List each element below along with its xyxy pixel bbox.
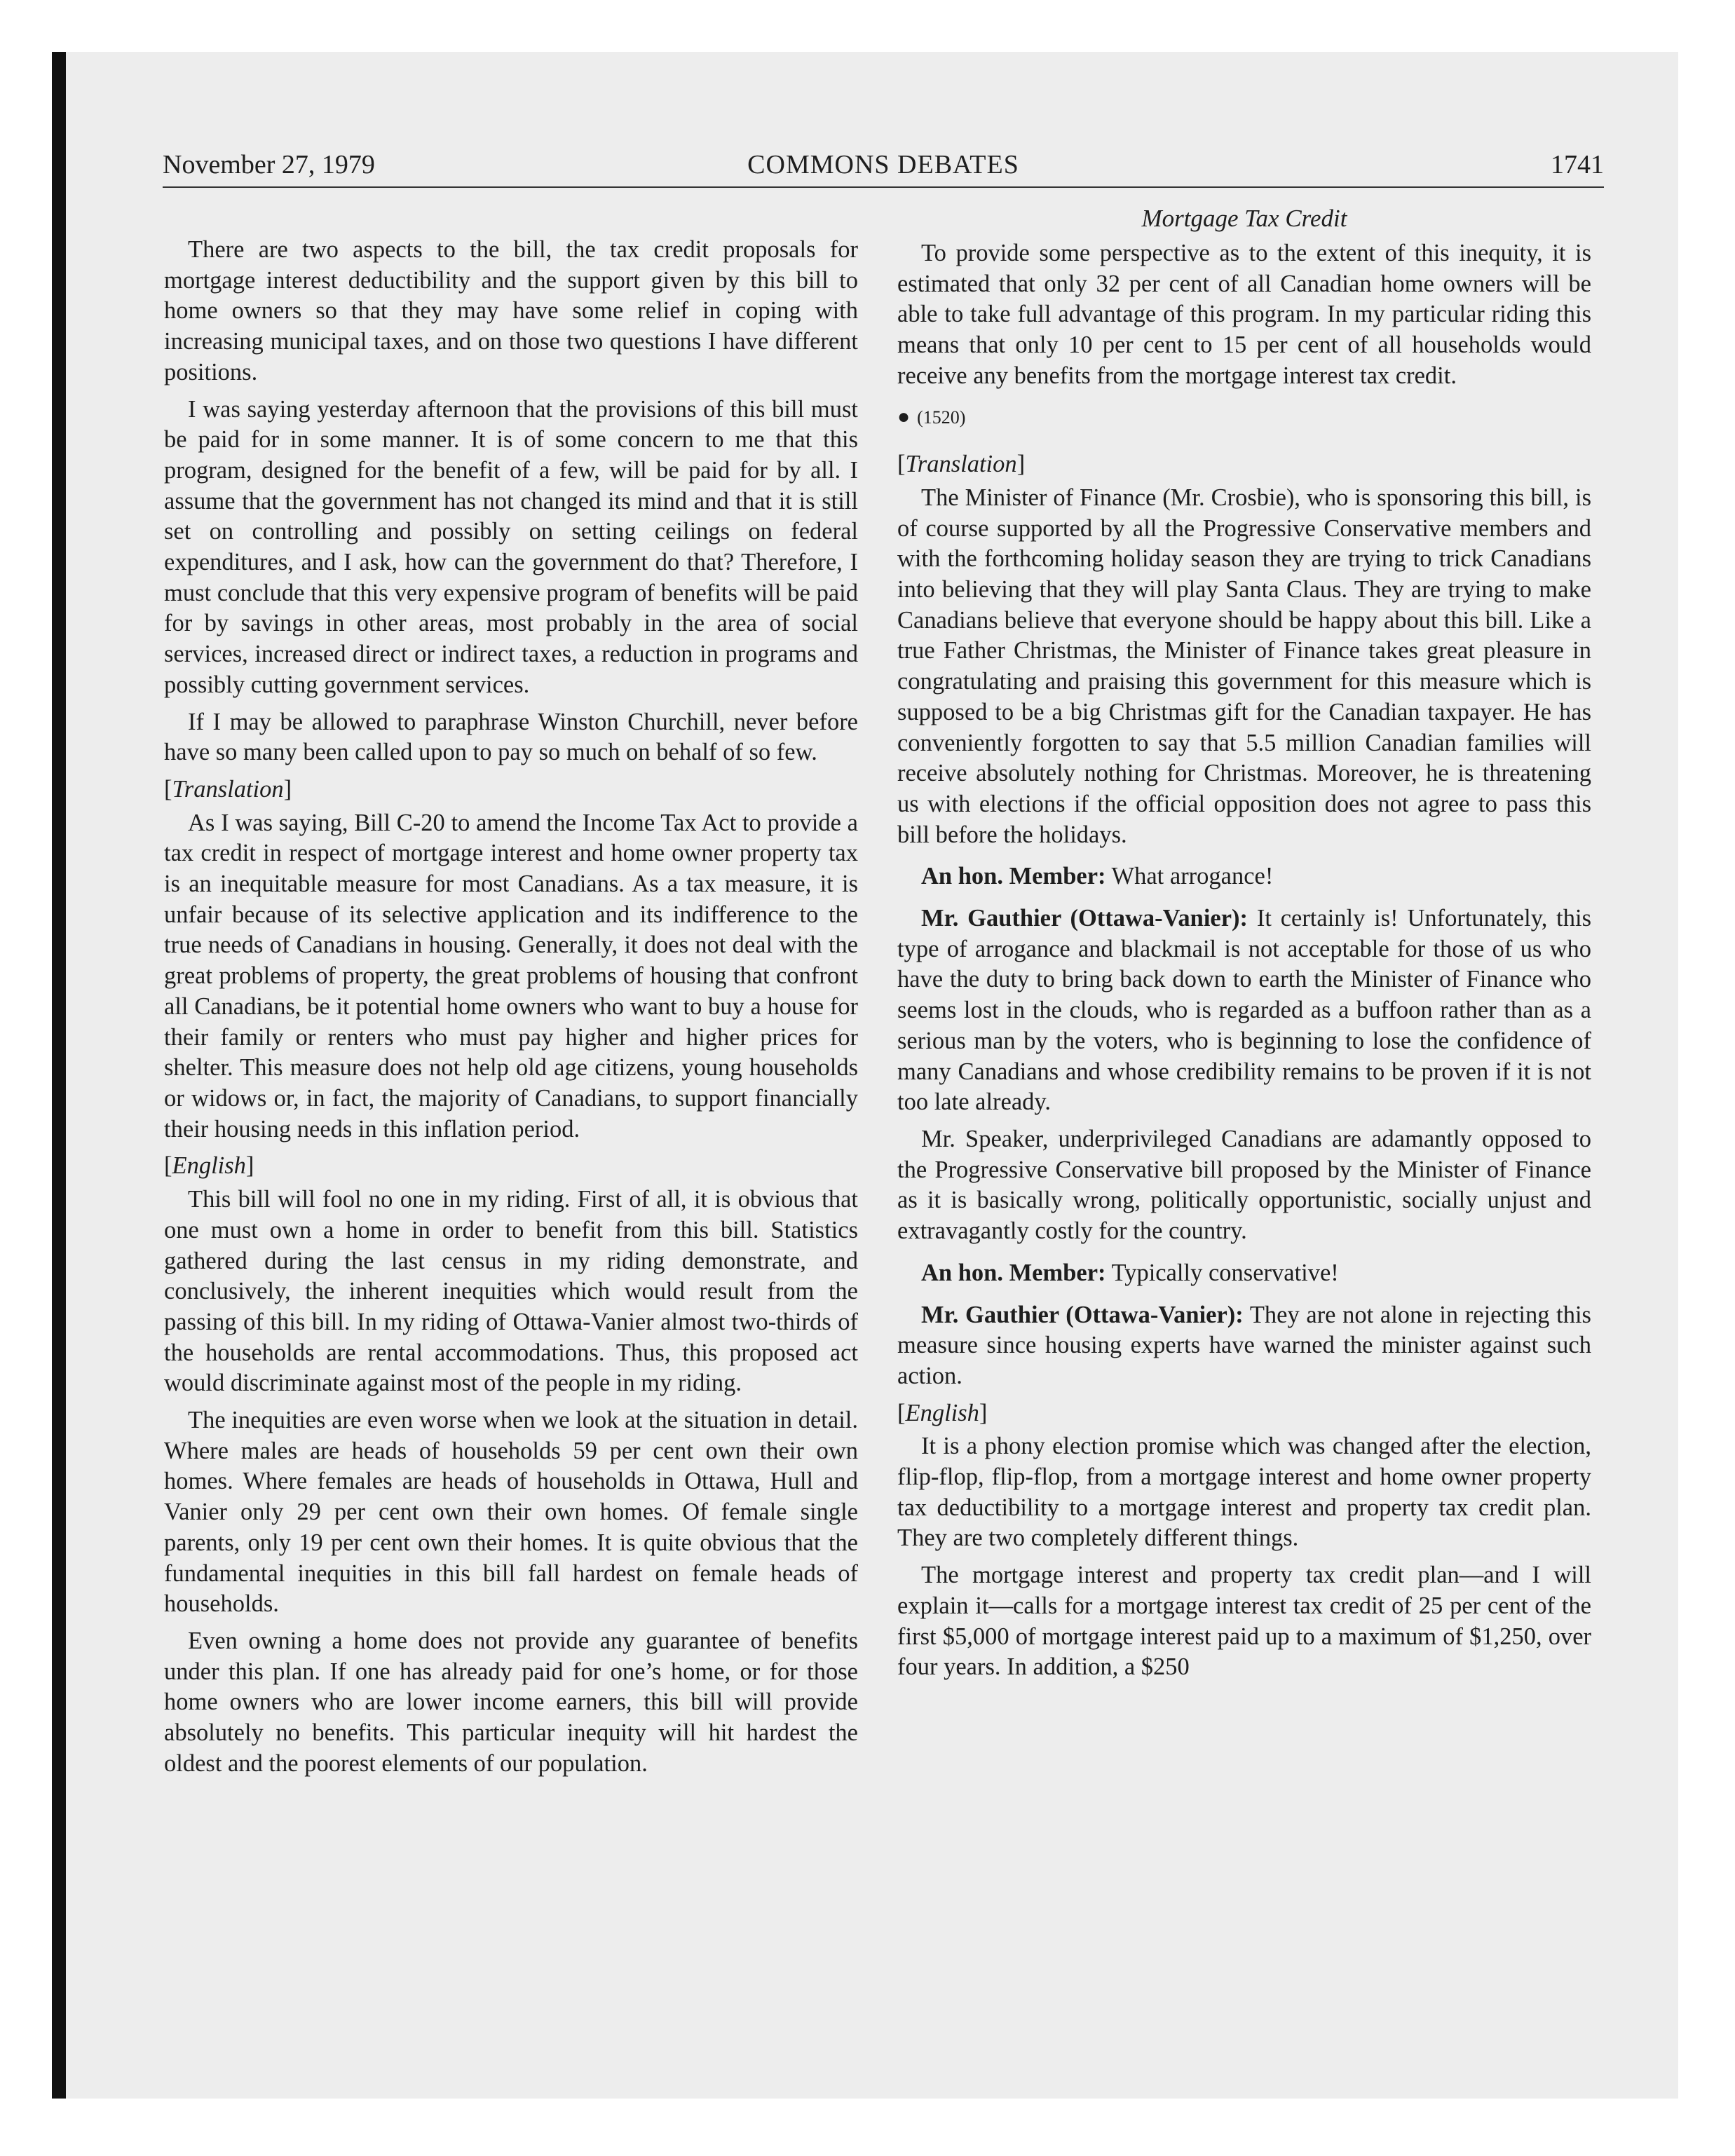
paragraph: I was saying yesterday afternoon that the provisions of this bill must be paid for in some manner. It is of some concern to me that this program, designed for the benefit of a few, will be paid for by all. I assume that the government has not changed its mind and that it is still set on controlling and possibly on setting ceilings on federal expenditures, and I ask, how can the government do that? Therefore, I must conclude that this very expensive program of benefits will be paid for by savings in other areas, most probably in the area of social services, increased direct or indirect taxes, a reduction in programs and possibly cutting government services. [164, 395, 858, 698]
speaker-name: Mr. Gauthier (Ottawa-Vanier): [921, 1301, 1244, 1328]
paragraph: If I may be allowed to paraphrase Winston Churchill, never before have so many been called upon to pay so much on behalf of so few. [164, 708, 858, 766]
header-publication: COMMONS DEBATES [747, 150, 1019, 179]
speech-text: Typically conservative! [1111, 1259, 1339, 1286]
time-marker-text: (1520) [917, 407, 966, 428]
language-marker: [Translation] [164, 775, 292, 803]
header-date: November 27, 1979 [163, 150, 375, 179]
paragraph: The mortgage interest and property tax credit plan—and I will explain it—calls for a mortgage interest tax credit of 25 per cent of the first $5,000 of mortgage interest paid up to a maximum of $1,250, over four years. In addition, a $250 [897, 1562, 1591, 1681]
paragraph: The Minister of Finance (Mr. Crosbie), who is sponsoring this bill, is of course supported by all the Progressive Conservative members and with the forthcoming holiday season they are trying to trick Canadians into believing that they will play Santa Claus. They are trying to make Canadians believe that everyone should be happy about this bill. Like a true Father Christmas, the Minister of Finance takes great pleasure in congratulating and praising this government for this measure which is supposed to be a big Christmas gift for the Canadian taxpayer. He has conveniently forgotten to say that 5.5 million Canadian families will receive absolutely nothing for Christmas. Moreover, he is threatening us with elections if the official opposition does not agree to pass this bill before the holidays. [897, 484, 1591, 848]
paragraph: Even owning a home does not provide any guarantee of benefits under this plan. If one has already paid for one’s home, or for those home owners who are lower income earners, this bill will provide absolutely no benefits. This particular inequity will hit hardest the oldest and the poorest elements of our population. [164, 1627, 858, 1777]
time-marker [897, 402, 1591, 433]
speech-text: It certainly is! Unfortunately, this type of arrogance and blackmail is not acceptable for those of us who have the duty to bring back down to earth the Minister of Finance who seems lost in the clouds, who is regarded as a buffoon rather than as a serious man by the voters, who is beginning to lose the confidence of many Canadians and whose credibility remains to be proven if it is not too late already. [897, 905, 1591, 1116]
speech [897, 1258, 1591, 1289]
paragraph: Mr. Speaker, underprivileged Canadians are adamantly opposed to the Progressive Conservative bill proposed by the Minister of Finance as it is basically wrong, politically opportunistic, socially unjust and extravagantly costly for the country. [897, 1125, 1591, 1245]
right-column [897, 203, 1591, 1689]
page-header [163, 147, 1604, 188]
language-marker: [English] [897, 1399, 988, 1426]
language-marker-text: Translation [172, 775, 284, 803]
language-marker-text: English [172, 1152, 246, 1180]
speech [897, 903, 1591, 1118]
bullet-icon: ● [897, 404, 911, 428]
language-marker-text: English [905, 1399, 979, 1426]
section-title: Mortgage Tax Credit [1141, 205, 1347, 232]
language-marker-text: Translation [905, 451, 1017, 478]
speaker-name: An hon. Member: [921, 863, 1106, 890]
speech-text: They are not alone in rejecting this measure since housing experts have warned the minister against such action. [897, 1301, 1591, 1389]
speech-text: What arrogance! [1111, 863, 1274, 890]
paragraph: As I was saying, Bill C-20 to amend the Income Tax Act to provide a tax credit in respect of mortgage interest and home owner property tax is an inequitable measure for most Canadians. As a tax measure, it is unfair because of its selective application and its indifference to the true needs of Canadians in housing. Generally, it does not deal with the great problems of property, the great problems of housing that confront all Canadians, be it potential home owners who want to buy a house for their family or renters who must pay higher and higher prices for shelter. This measure does not help old age citizens, young households or widows or, in fact, the majority of Canadians, to support financially their housing needs in this inflation period. [164, 809, 858, 1142]
speech [897, 861, 1591, 892]
speaker-name: An hon. Member: [921, 1259, 1106, 1286]
paragraph: The inequities are even worse when we look at the situation in detail. Where males are heads of households 59 per cent own their own homes. Where females are heads of households in Ottawa, Hull and Vanier only 29 per cent own their own homes. Of female single parents, only 19 per cent own their homes. It is quite obvious that the fundamental inequities in this bill fall hardest on female heads of households. [164, 1407, 858, 1618]
language-marker: [English] [164, 1152, 254, 1180]
paragraph: To provide some perspective as to the extent of this inequity, it is estimated that only 32 per cent of all Canadian home owners will be able to take full advantage of this program. In my particular riding this means that only 10 per cent to 15 per cent of all households would receive any benefits from the mortgage interest tax credit. [897, 240, 1591, 389]
speaker-name: Mr. Gauthier (Ottawa-Vanier): [921, 905, 1248, 932]
header-page-number: 1741 [1551, 150, 1604, 179]
paragraph: It is a phony election promise which was changed after the election, flip-flop, flip-flop, from a mortgage interest and home owner property tax deductibility to a mortgage interest and property tax credit plan. They are two completely different things. [897, 1433, 1591, 1552]
paragraph: There are two aspects to the bill, the tax credit proposals for mortgage interest deductibility and the support given by this bill to home owners so that they may have some relief in coping with increasing municipal taxes, and on those two questions I have different positions. [164, 236, 858, 386]
language-marker: [Translation] [897, 451, 1026, 478]
scan-edge-bar [52, 52, 66, 2099]
paragraph: This bill will fool no one in my riding. First of all, it is obvious that one must own a home in order to benefit from this bill. Statistics gathered during the last census in my riding demonstrate, and conclusively, the inherent inequities which would result from the passing of this bill. In my riding of Ottawa-Vanier almost two-thirds of the households are rental accommodations. Thus, this proposed act would discriminate against most of the people in my riding. [164, 1186, 858, 1397]
speech [897, 1300, 1591, 1392]
left-column [164, 235, 858, 1785]
